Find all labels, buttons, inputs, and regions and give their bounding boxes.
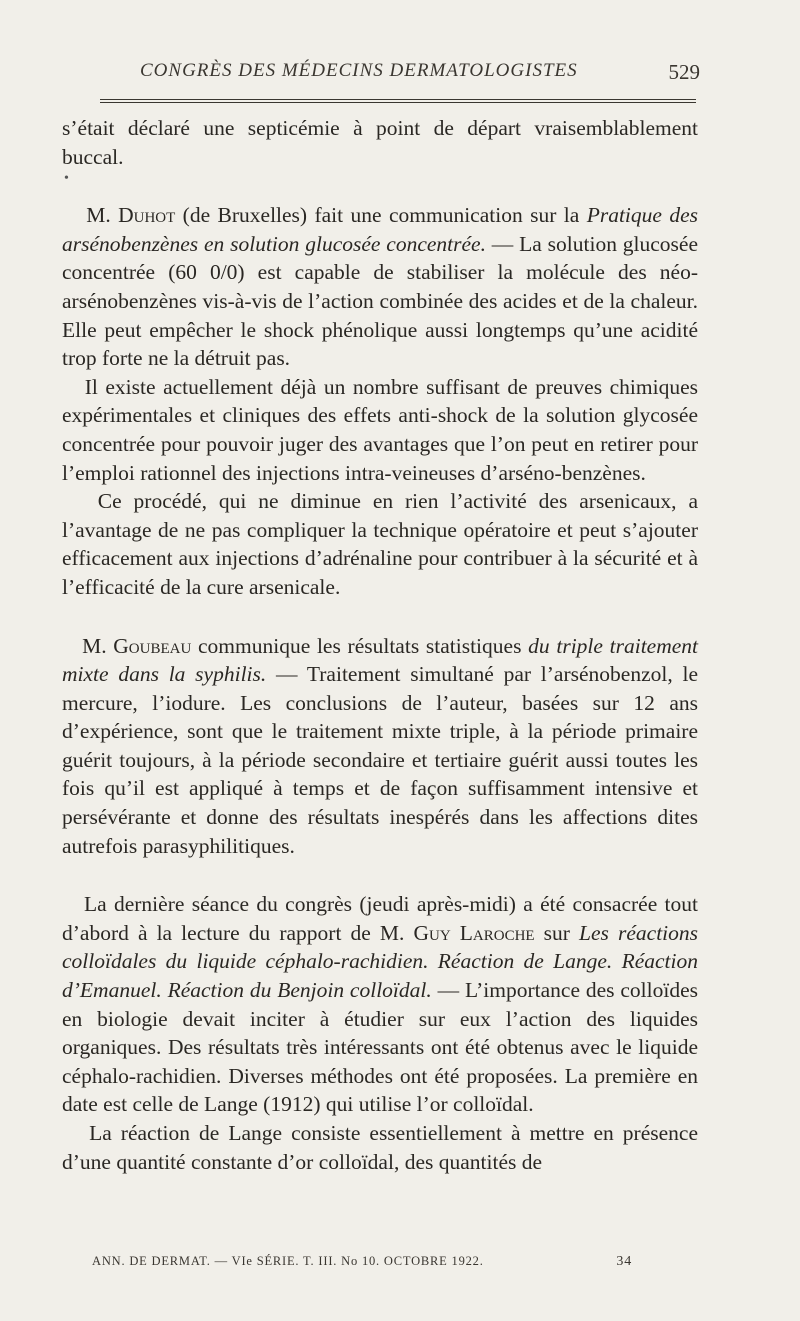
running-title: CONGRÈS DES MÉDECINS DERMATOLOGISTES [140, 60, 578, 81]
paragraph-reaction-lange [62, 1119, 698, 1176]
title-duhot: Pratique des arsénobenzènes en solution glucosée concentrée. [62, 203, 698, 256]
paragraph-continuation: s’était déclaré une septicémie à point de départ vraisemblablement buccal. [62, 116, 698, 169]
ink-dot-mark: • [64, 171, 69, 187]
paragraph-lange-text: La réaction de Lange consiste essentiellement à mettre en présence d’une quantité constante d’or colloïdal, des quantités de [62, 1121, 698, 1174]
paragraph-seance-intro: La dernière séance du congrès (jeudi après-midi) a été consacrée tout d’abord à la lecture du rapport de M. [62, 892, 699, 945]
paragraph-goubeau [62, 632, 698, 861]
paragraph-seance-body: — L’importance des colloïdes en biologie devait inciter à étudier sur eux l’action des liquides organiques. Des résultats très intéressants ont été obtenus avec le liquide céphalo-rachidien. Diverses méthodes ont été proposées. La première en date est celle de Lange (1912) qui utilise l’or colloïdal. [62, 978, 698, 1117]
page-number: 529 [668, 60, 700, 84]
paragraph-duhot-intro: (de Bruxelles) fait une communication sur la [175, 203, 587, 228]
title-goubeau: du triple traitement mixte dans la syphilis. [62, 633, 699, 687]
paragraph-existe [62, 373, 698, 487]
header-rule-bottom [100, 102, 696, 103]
paragraph-duhot [62, 201, 698, 373]
paragraph-goubeau-intro: communique les résultats statistiques [191, 633, 529, 658]
author-duhot: M. Duhot [86, 203, 176, 228]
author-laroche: Guy Laroche [413, 920, 535, 945]
header-rule-top [100, 99, 696, 100]
running-header [100, 60, 700, 94]
body-text [62, 114, 698, 1176]
journal-citation: ANN. DE DERMAT. — VIe SÉRIE. T. III. No 10. OCTOBRE 1922. [92, 1254, 484, 1268]
paragraph-duhot-body: — La solution glucosée concentrée (60 0/0) est capable de stabiliser la molécule des néo-arsénobenzènes vis-à-vis de l’action combinée des acides et de la chaleur. Elle peut empêcher le shock phénolique aussi longtemps qu’une acidité trop forte ne la détruit pas. [62, 231, 698, 371]
title-laroche: Les réactions colloïdales du liquide céphalo-rachidien. Réaction de Lange. Réaction d’Emanuel. Réaction du Benjoin colloïdal. [62, 920, 699, 1003]
paragraph-existe-text: Il existe actuellement déjà un nombre suffisant de preuves chimiques expérimentales et cliniques des effets anti-shock de la solution glycosée concentrée pour pouvoir juger des avantages que l’on peut en retirer pour l’emploi rationnel des injections intra-veineuses d’arséno-benzènes. [62, 374, 699, 485]
paragraph-procede [62, 487, 698, 601]
paragraph-derniere-seance [62, 890, 698, 1119]
paragraph-seance-connector: sur [534, 920, 580, 945]
sheet-number: 34 [616, 1254, 632, 1269]
footer-citation [92, 1254, 652, 1269]
author-goubeau: M. Goubeau [82, 633, 192, 658]
paragraph-goubeau-body: — Traitement simultané par l’arsénobenzol, le mercure, l’iodure. Les conclusions de l’auteur, basées sur 12 ans d’expérience, sont que le traitement mixte triple, à la période primaire guérit toujours, à la période secondaire et tertiaire guérit aussi toutes les fois qu’il est appliqué à temps et de façon suffisamment intensive et persévérante et donne des résultats inespérés dans les affections dites autrefois parasyphilitiques. [62, 662, 698, 858]
paragraph-procede-text: Ce procédé, qui ne diminue en rien l’activité des arsenicaux, a l’avantage de ne pas compliquer la technique opératoire et peut s’ajouter efficacement aux injections d’adrénaline pour contribuer à la sécurité et à l’efficacité de la cure arsenicale. [62, 489, 698, 599]
